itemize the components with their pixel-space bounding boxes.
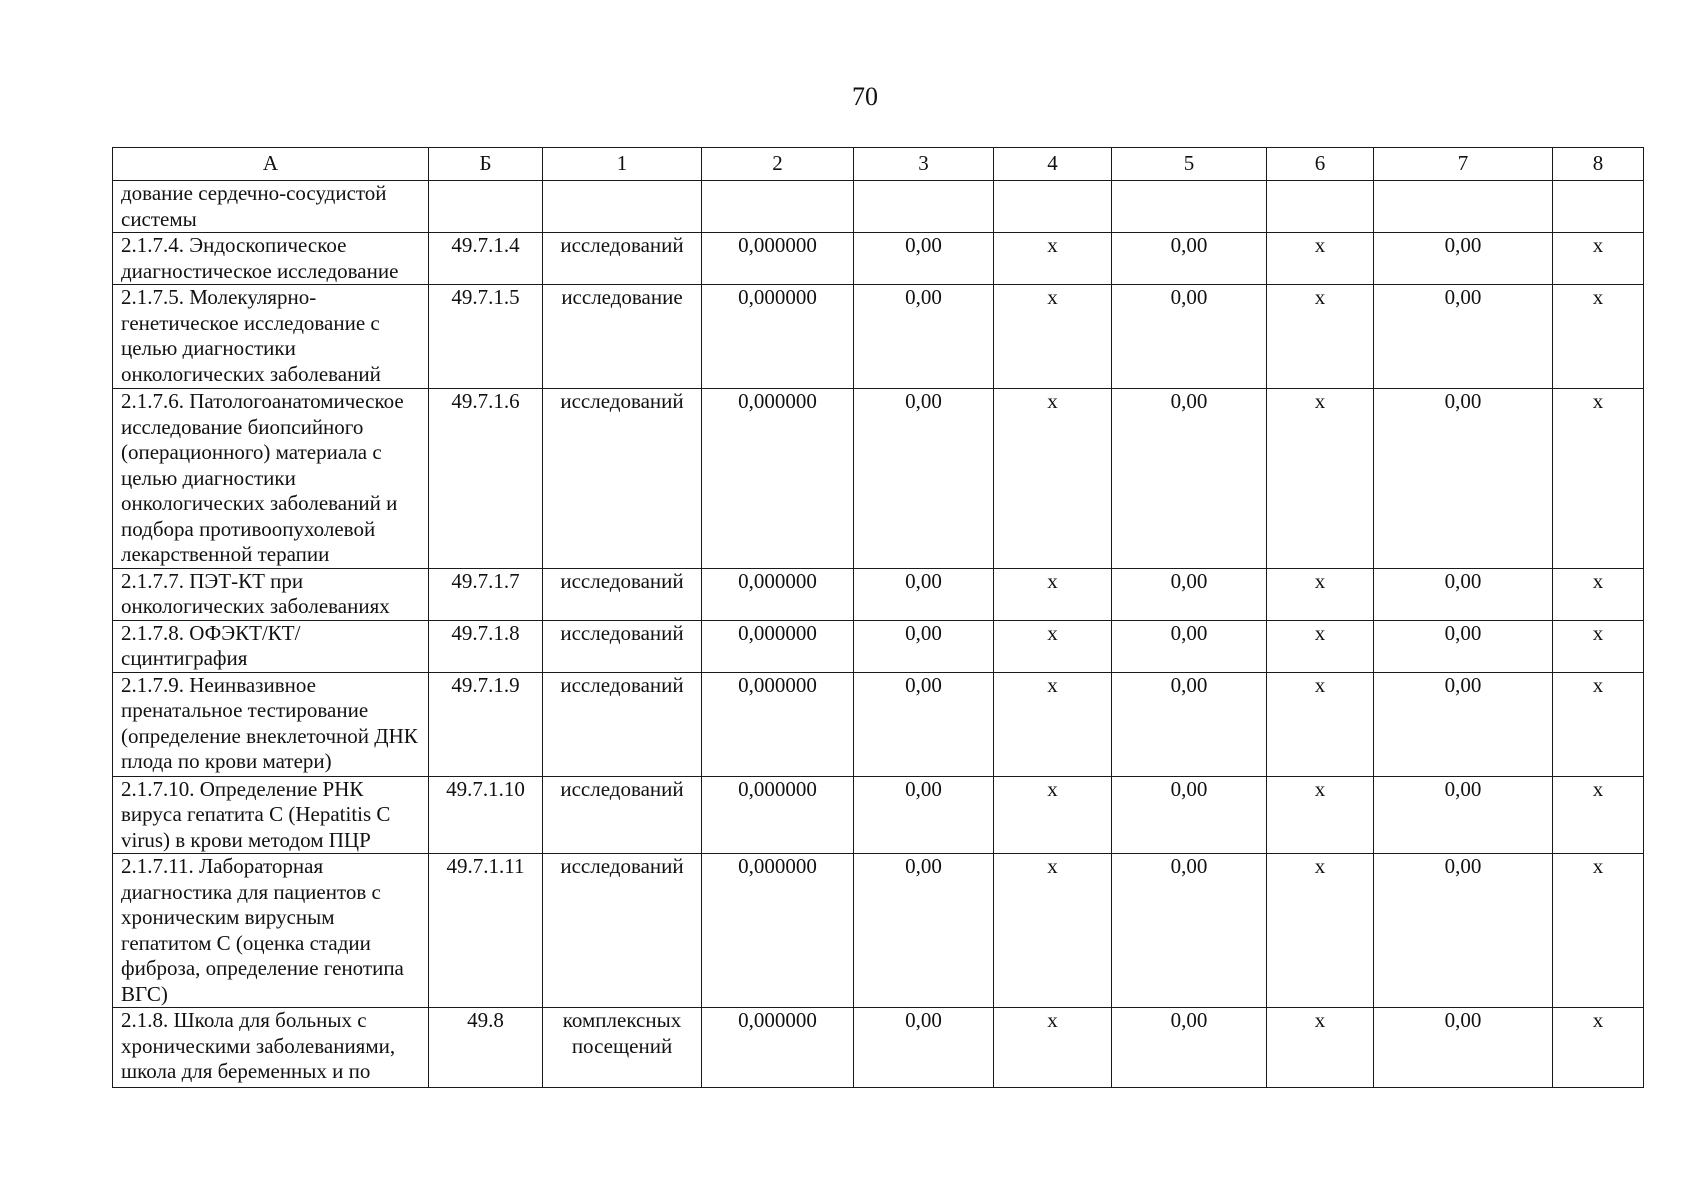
cell-4: х — [994, 233, 1112, 285]
table-row — [113, 233, 1644, 285]
header-cell-a: А — [113, 148, 429, 181]
cell-6: х — [1267, 620, 1374, 672]
cell-8: х — [1553, 568, 1644, 620]
cell-3: 0,00 — [854, 620, 994, 672]
cell-7: 0,00 — [1374, 233, 1553, 285]
cell-7: 0,00 — [1374, 568, 1553, 620]
cell-8: х — [1553, 233, 1644, 285]
header-cell-6: 6 — [1267, 148, 1374, 181]
cell-8 — [1553, 181, 1644, 233]
cell-4: х — [994, 389, 1112, 569]
cell-b: 49.7.1.4 — [429, 233, 543, 285]
header-cell-2: 2 — [702, 148, 854, 181]
cell-4: х — [994, 285, 1112, 389]
cell-5 — [1112, 181, 1267, 233]
cell-b: 49.8 — [429, 1008, 543, 1088]
cell-1: исследование — [543, 285, 702, 389]
cell-5: 0,00 — [1112, 854, 1267, 1008]
cell-a: 2.1.7.5. Молекулярно-генетическое исследование с целью диагностики онкологических заболеваний — [113, 285, 429, 389]
table-header-row — [113, 148, 1644, 181]
cell-3: 0,00 — [854, 1008, 994, 1088]
cell-1: исследований — [543, 854, 702, 1008]
table-row — [113, 776, 1644, 854]
cell-2: 0,000000 — [702, 672, 854, 776]
cell-1: исследований — [543, 568, 702, 620]
cell-4: х — [994, 1008, 1112, 1088]
cell-3: 0,00 — [854, 389, 994, 569]
cell-a: 2.1.7.9. Неинвазивное пренатальное тестирование (определение внеклеточной ДНК плода по крови матери) — [113, 672, 429, 776]
cell-8: х — [1553, 854, 1644, 1008]
cell-1: исследований — [543, 672, 702, 776]
header-cell-1: 1 — [543, 148, 702, 181]
cell-a: 2.1.7.7. ПЭТ-КТ при онкологических заболеваниях — [113, 568, 429, 620]
cell-4: х — [994, 672, 1112, 776]
cell-4: х — [994, 776, 1112, 854]
cell-3: 0,00 — [854, 233, 994, 285]
cell-2: 0,000000 — [702, 854, 854, 1008]
table-row — [113, 672, 1644, 776]
cell-5: 0,00 — [1112, 620, 1267, 672]
cell-5: 0,00 — [1112, 568, 1267, 620]
cell-7: 0,00 — [1374, 1008, 1553, 1088]
cell-2: 0,000000 — [702, 285, 854, 389]
header-cell-4: 4 — [994, 148, 1112, 181]
cell-2: 0,000000 — [702, 1008, 854, 1088]
cell-a: 2.1.7.6. Патологоанатомическое исследование биопсийного (операционного) материала с целью диагностики онкологических заболеваний и подбора противоопухолевой лекарственной терапии — [113, 389, 429, 569]
cell-2: 0,000000 — [702, 389, 854, 569]
cell-b: 49.7.1.6 — [429, 389, 543, 569]
cell-7: 0,00 — [1374, 389, 1553, 569]
cell-5: 0,00 — [1112, 389, 1267, 569]
cell-3: 0,00 — [854, 854, 994, 1008]
table-row — [113, 181, 1644, 233]
cell-4: х — [994, 620, 1112, 672]
cell-8: х — [1553, 620, 1644, 672]
cell-b: 49.7.1.8 — [429, 620, 543, 672]
cell-a: 2.1.7.10. Определение РНК вируса гепатита С (Hepatitis C virus) в крови методом ПЦР — [113, 776, 429, 854]
cell-7 — [1374, 181, 1553, 233]
cell-a: 2.1.7.11. Лабораторная диагностика для пациентов с хроническим вирусным гепатитом С (оценка стадии фиброза, определение генотипа ВГС) — [113, 854, 429, 1008]
cell-3 — [854, 181, 994, 233]
cell-8: х — [1553, 672, 1644, 776]
table-row — [113, 1008, 1644, 1088]
cell-4: х — [994, 854, 1112, 1008]
table-row — [113, 568, 1644, 620]
cell-1 — [543, 181, 702, 233]
cell-2: 0,000000 — [702, 233, 854, 285]
page-number: 70 — [852, 82, 878, 111]
cell-6 — [1267, 181, 1374, 233]
cell-1: исследований — [543, 389, 702, 569]
cell-3: 0,00 — [854, 285, 994, 389]
cell-8: х — [1553, 285, 1644, 389]
data-table — [112, 147, 1644, 1088]
cell-5: 0,00 — [1112, 285, 1267, 389]
header-cell-5: 5 — [1112, 148, 1267, 181]
cell-2 — [702, 181, 854, 233]
cell-4 — [994, 181, 1112, 233]
cell-5: 0,00 — [1112, 1008, 1267, 1088]
cell-6: х — [1267, 776, 1374, 854]
cell-6: х — [1267, 285, 1374, 389]
cell-7: 0,00 — [1374, 285, 1553, 389]
cell-6: х — [1267, 672, 1374, 776]
cell-8: х — [1553, 1008, 1644, 1088]
cell-1: исследований — [543, 776, 702, 854]
cell-8: х — [1553, 776, 1644, 854]
cell-1: исследований — [543, 620, 702, 672]
cell-a: 2.1.7.8. ОФЭКТ/КТ/ сцинтиграфия — [113, 620, 429, 672]
cell-3: 0,00 — [854, 776, 994, 854]
cell-1: исследований — [543, 233, 702, 285]
cell-5: 0,00 — [1112, 233, 1267, 285]
cell-6: х — [1267, 389, 1374, 569]
cell-2: 0,000000 — [702, 568, 854, 620]
header-cell-b: Б — [429, 148, 543, 181]
cell-3: 0,00 — [854, 672, 994, 776]
cell-b: 49.7.1.9 — [429, 672, 543, 776]
table-row — [113, 620, 1644, 672]
cell-6: х — [1267, 568, 1374, 620]
cell-3: 0,00 — [854, 568, 994, 620]
cell-a: 2.1.7.4. Эндоскопическое диагностическое исследование — [113, 233, 429, 285]
cell-5: 0,00 — [1112, 672, 1267, 776]
cell-6: х — [1267, 854, 1374, 1008]
cell-b: 49.7.1.10 — [429, 776, 543, 854]
cell-6: х — [1267, 233, 1374, 285]
cell-7: 0,00 — [1374, 776, 1553, 854]
cell-7: 0,00 — [1374, 854, 1553, 1008]
cell-7: 0,00 — [1374, 672, 1553, 776]
cell-b: 49.7.1.5 — [429, 285, 543, 389]
table-row — [113, 285, 1644, 389]
cell-6: х — [1267, 1008, 1374, 1088]
cell-4: х — [994, 568, 1112, 620]
cell-a: 2.1.8. Школа для больных с хроническими заболеваниями, школа для беременных и по — [113, 1008, 429, 1088]
cell-7: 0,00 — [1374, 620, 1553, 672]
header-cell-8: 8 — [1553, 148, 1644, 181]
header-cell-3: 3 — [854, 148, 994, 181]
cell-b: 49.7.1.11 — [429, 854, 543, 1008]
cell-2: 0,000000 — [702, 776, 854, 854]
table-row — [113, 854, 1644, 1008]
header-cell-7: 7 — [1374, 148, 1553, 181]
cell-5: 0,00 — [1112, 776, 1267, 854]
cell-b: 49.7.1.7 — [429, 568, 543, 620]
cell-8: х — [1553, 389, 1644, 569]
cell-1: комплексных посещений — [543, 1008, 702, 1088]
table-row — [113, 389, 1644, 569]
cell-b — [429, 181, 543, 233]
cell-a: дование сердечно-сосудистой системы — [113, 181, 429, 233]
cell-2: 0,000000 — [702, 620, 854, 672]
